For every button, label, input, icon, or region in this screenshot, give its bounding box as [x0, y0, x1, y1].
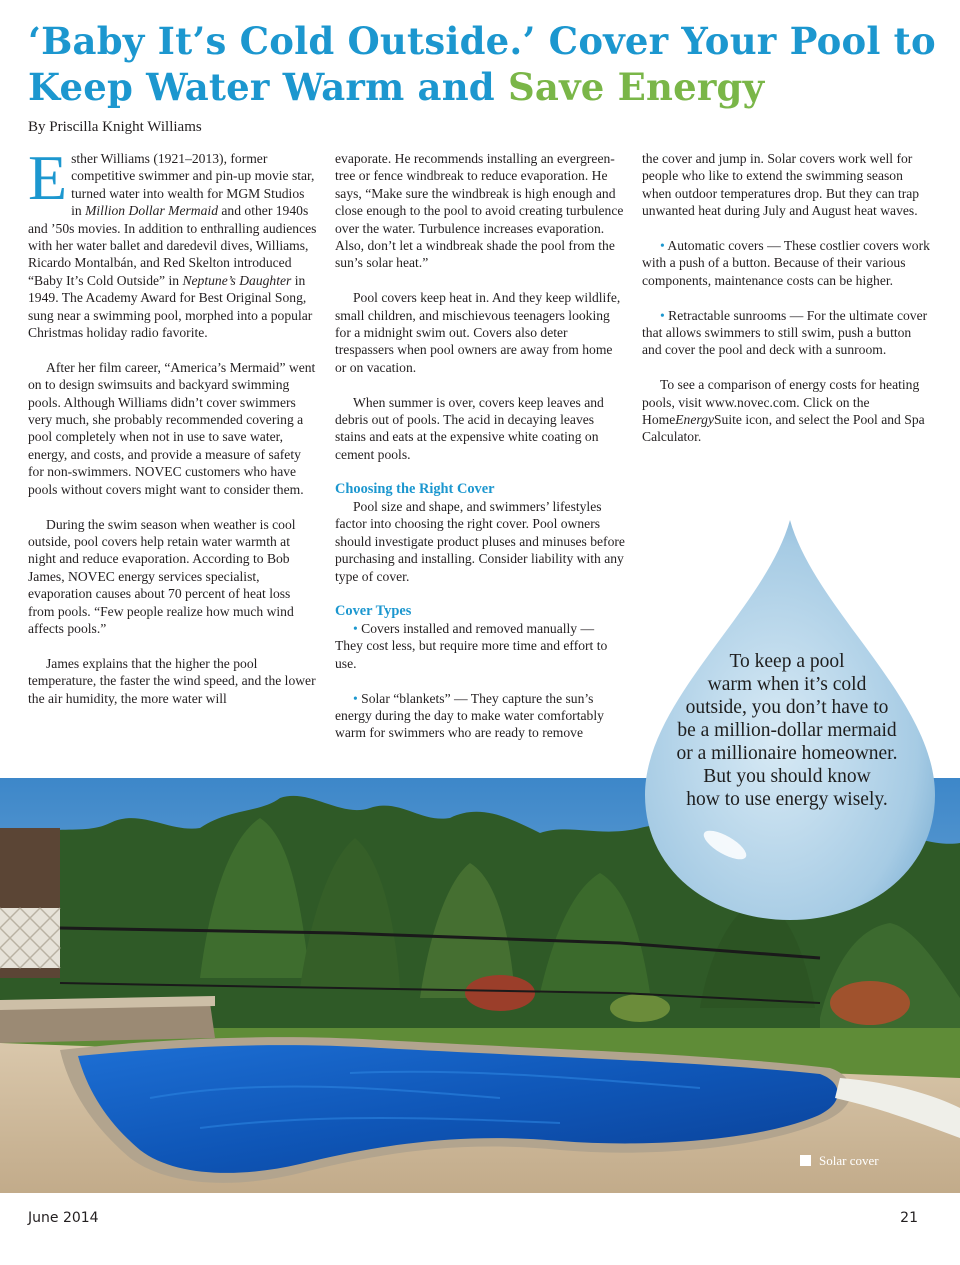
paragraph-7: When summer is over, covers keep leaves and debris out of pools. The acid in decaying leaves stains and eats at the expensive white coating on cement pools. [335, 394, 604, 462]
movie-title: Neptune’s Daughter [182, 272, 292, 288]
paragraph-8: Pool size and shape, and swimmers’ lifestyles factor into choosing the right cover. Pool owners should investigate product pluses and minuses before purchasing and installing. Consider liability with any type of cover. [335, 499, 625, 584]
movie-title: Million Dollar Mermaid [85, 203, 218, 219]
paragraph-1 [28, 142, 318, 341]
text-run: sther Williams (1921–2013), former competitive swimmer and pin-up movie star, turned water into wealth for MGM Studios in [71, 151, 315, 219]
page-number: 21 [900, 1210, 918, 1226]
column-1 [28, 142, 318, 707]
pull-quote [662, 650, 912, 811]
text-run: in 1949. The Academy Award for Best Original Song, sung near a swimming pool, morphed into a popular Christmas holiday radio favorite. [28, 272, 313, 341]
paragraph-2: After her film career, “America’s Mermaid” went on to design swimsuits and backyard swimming pools. Although Williams didn’t cover swimmers very much, she probably recommended covering a pool completely when not in use to save water, energy, and costs, and provide a measure of safety for non-swimmers. NOVEC customers who have pools without covers might want to consider them. [28, 359, 316, 497]
pull-quote-line: how to use energy wisely. [686, 789, 888, 810]
title-part-blue: ‘Baby It’s Cold Outside.’ Cover Your Pool to Keep Water Warm and [28, 19, 936, 109]
subhead-cover-types: Cover Types [335, 602, 412, 619]
paragraph-10 [642, 376, 932, 446]
bullet-icon: • [353, 620, 358, 636]
bullet-icon: • [353, 690, 358, 706]
paragraph-5: evaporate. He recommends installing an evergreen-tree or fence windbreak to reduce evaporation. He says, “Make sure the windbreak is high enough and close enough to the pool to avoid creating turbulence over the water. Turbulence increases evaporation. Also, don’t let a windbreak shade the pool from the sun’s solar heat.” [335, 151, 624, 271]
article-title [28, 18, 938, 110]
text-run: Retractable sunrooms — For the ultimate cover that allows swimmers to still swim, push a button and cover the pool and deck with a sunroom. [642, 307, 928, 358]
pull-quote-line: But you should know [703, 766, 871, 787]
pull-quote-line: outside, you don’t have to [685, 697, 889, 718]
bullet-manual-covers [335, 620, 625, 672]
bullet-retractable-sunrooms [642, 307, 932, 359]
bullet-icon: • [660, 238, 665, 254]
text-run: and other 1940s and ’50s movies. In addition to enthralling audiences with her water ballet and daredevil dives, Williams, Ricardo Montalbán, and Red Skelton introduced “Baby It’s Cold Outside” in [28, 203, 317, 288]
footer-date: June 2014 [28, 1210, 99, 1226]
drop-cap: E [28, 142, 68, 213]
square-bullet-icon [800, 1155, 811, 1166]
byline: By Priscilla Knight Williams [28, 119, 202, 135]
photo-caption [800, 1153, 879, 1169]
paragraph-6: Pool covers keep heat in. And they keep wildlife, small children, and mischievous teenagers looking for a midnight swim out. Covers also deter trespassers when pool owners are away from home or on vacation. [335, 290, 621, 375]
brand-emphasis: Energy [675, 412, 714, 428]
bullet-solar-blankets [335, 690, 625, 742]
bullet-automatic-covers [642, 237, 932, 289]
paragraph-3: During the swim season when weather is cool outside, pool covers help retain water warmth at night and reduce evaporation. According to Bob James, NOVEC energy services specialist, evaporation causes about 70 percent of heat loss from pools. “Few people realize how much wind affects pools.” [28, 516, 296, 636]
paragraph-4: James explains that the higher the pool temperature, the faster the wind speed, and the lower the air humidity, the more water will [28, 655, 316, 706]
caption-text: Solar cover [819, 1153, 879, 1168]
pull-quote-line: To keep a pool [729, 651, 845, 672]
title-part-green: Save Energy [507, 65, 765, 109]
text-run: Covers installed and removed manually — They cost less, but require more time and effort to use. [335, 620, 608, 671]
text-run: Suite icon, and select the Pool and Spa Calculator. [642, 412, 925, 445]
column-2 [335, 150, 625, 742]
bullet-icon: • [660, 307, 665, 323]
text-run: Solar “blankets” — They capture the sun’s energy during the day to make water comfortably warm for swimmers who are ready to remove [335, 690, 604, 741]
text-run: Automatic covers — These costlier covers work with a push of a button. Because of their various components, maintenance costs can be higher. [642, 238, 930, 288]
text-run: To see a comparison of energy costs for heating pools, visit www.novec.com. Click on the Home [642, 377, 920, 428]
pull-quote-line: or a millionaire homeowner. [676, 743, 898, 764]
paragraph-9: the cover and jump in. Solar covers work well for people who like to extend the swimming season when outdoor temperatures drop. But they can trap unwanted heat during July and August heat waves. [642, 151, 920, 219]
subhead-choosing-cover: Choosing the Right Cover [335, 480, 495, 497]
column-3 [642, 150, 932, 446]
pull-quote-line: warm when it’s cold [707, 674, 867, 695]
pull-quote-line: be a million-dollar mermaid [677, 720, 897, 741]
